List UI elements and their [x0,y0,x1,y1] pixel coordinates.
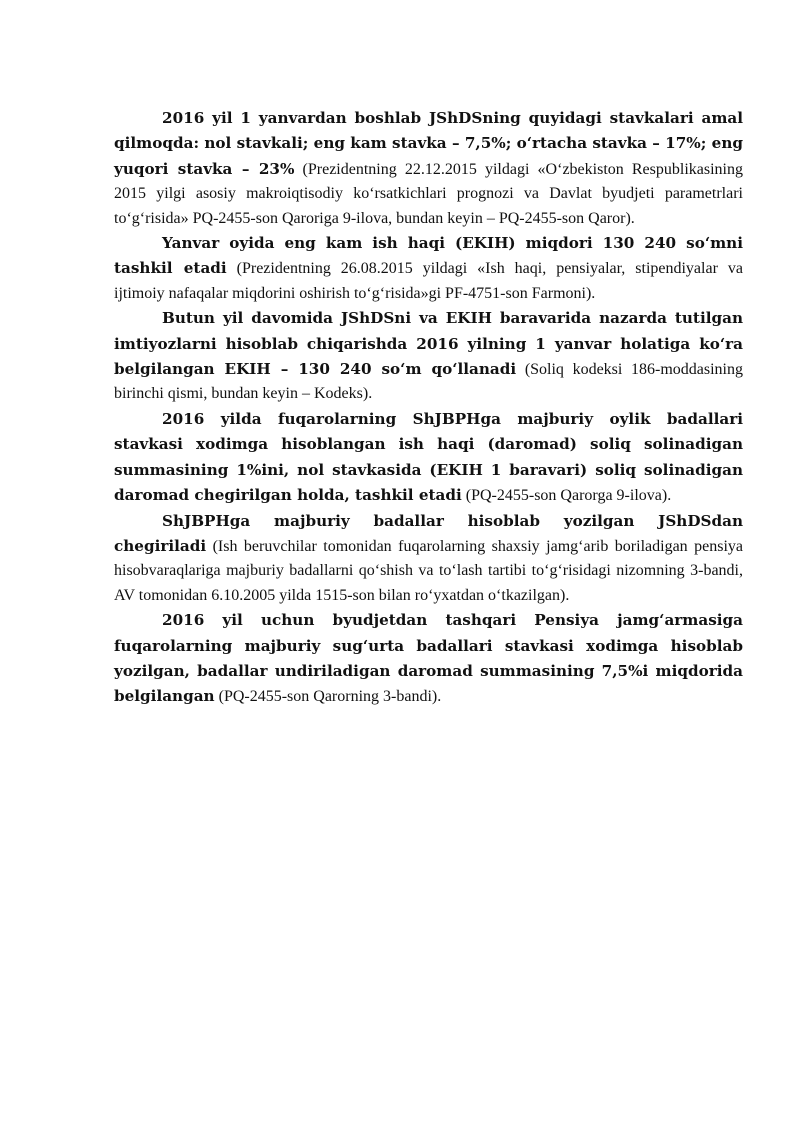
paragraph-pension-contributions [114,407,743,509]
paragraph-reference-text: (Ish beruvchilar tomonidan fuqarolarning shaxsiy jamg‘arib boriladigan pensiya hisobvaraqlariga majburiy badallarni qo‘shish va to‘lash tartibi to‘g‘risidagi nizomning 3-bandi, AV tomonidan 6.10.2005 yilda 1515-son bilan ro‘yxatdan o‘tkazilgan). [114,537,743,604]
paragraph-bold-text: 2016 yil uchun byudjetdan tashqari Pensiya jamg‘armasiga fuqarolarning majburiy sug‘urta badallari stavkasi xodimga hisoblab yozilgan, badallar undiriladigan daromad summasining 7,5%i miqdorida belgilangan [114,611,743,706]
paragraph-deductions [114,509,743,609]
paragraph-reference-text: (Prezidentning 22.12.2015 yildagi «O‘zbekiston Respublikasining 2015 yilgi asosiy makroiqtisodiy ko‘rsatkichlari prognozi va Davlat byudjeti parametrlari to‘g‘risida» PQ-2455-son Qaroriga 9-ilova, bundan keyin – PQ-2455-son Qaror). [114,160,743,227]
paragraph-minimum-wage [114,231,743,306]
paragraph-reference-text: (PQ-2455-son Qarorga 9-ilova). [461,487,672,505]
paragraph-bold-text: Yanvar oyida eng kam ish haqi (EKIH) miqdori 130 240 so‘mni tashkil etadi [114,234,743,278]
paragraph-reference-text: (Prezidentning 26.08.2015 yildagi «Ish haqi, pensiyalar, stipendiyalar va ijtimoiy nafaqalar miqdorini oshirish to‘g‘risida»gi PF-4751-son Farmoni). [114,260,743,302]
paragraph-bold-text: 2016 yilda fuqarolarning ShJBPHga majburiy oylik badallari stavkasi xodimga hisoblangan ish haqi (daromad) soliq solinadigan summasining 1%ini, nol stavkasida (EKIH 1 baravari) soliq solinadigan daromad chegirilgan holda, tashkil etadi [114,409,743,505]
paragraph-pension-fund-rate [114,608,743,710]
paragraph-ekih-benefits [114,306,743,407]
paragraph-tax-rates [114,106,743,231]
paragraph-reference-text: (PQ-2455-son Qarorning 3-bandi). [214,688,442,706]
paragraph-bold-text: Butun yil davomida JShDSni va EKIH baravarida nazarda tutilgan imtiyozlarni hisoblab chiqarishda 2016 yilning 1 yanvar holatiga ko‘ra belgilangan EKIH – 130 240 so‘m qo‘llanadi [114,309,743,379]
document-body [114,106,743,710]
paragraph-reference-text: (Soliq kodeksi 186-moddasining birinchi qismi, bundan keyin – Kodeks). [114,361,743,403]
paragraph-bold-text: ShJBPHga majburiy badallar hisoblab yozilgan JShDSdan chegiriladi [114,511,743,555]
paragraph-bold-text: 2016 yil 1 yanvardan boshlab JShDSning quyidagi stavkalari amal qilmoqda: nol stavkali; eng kam stavka – 7,5%; o‘rtacha stavka – 17%; eng yuqori stavka – 23% [114,109,743,178]
